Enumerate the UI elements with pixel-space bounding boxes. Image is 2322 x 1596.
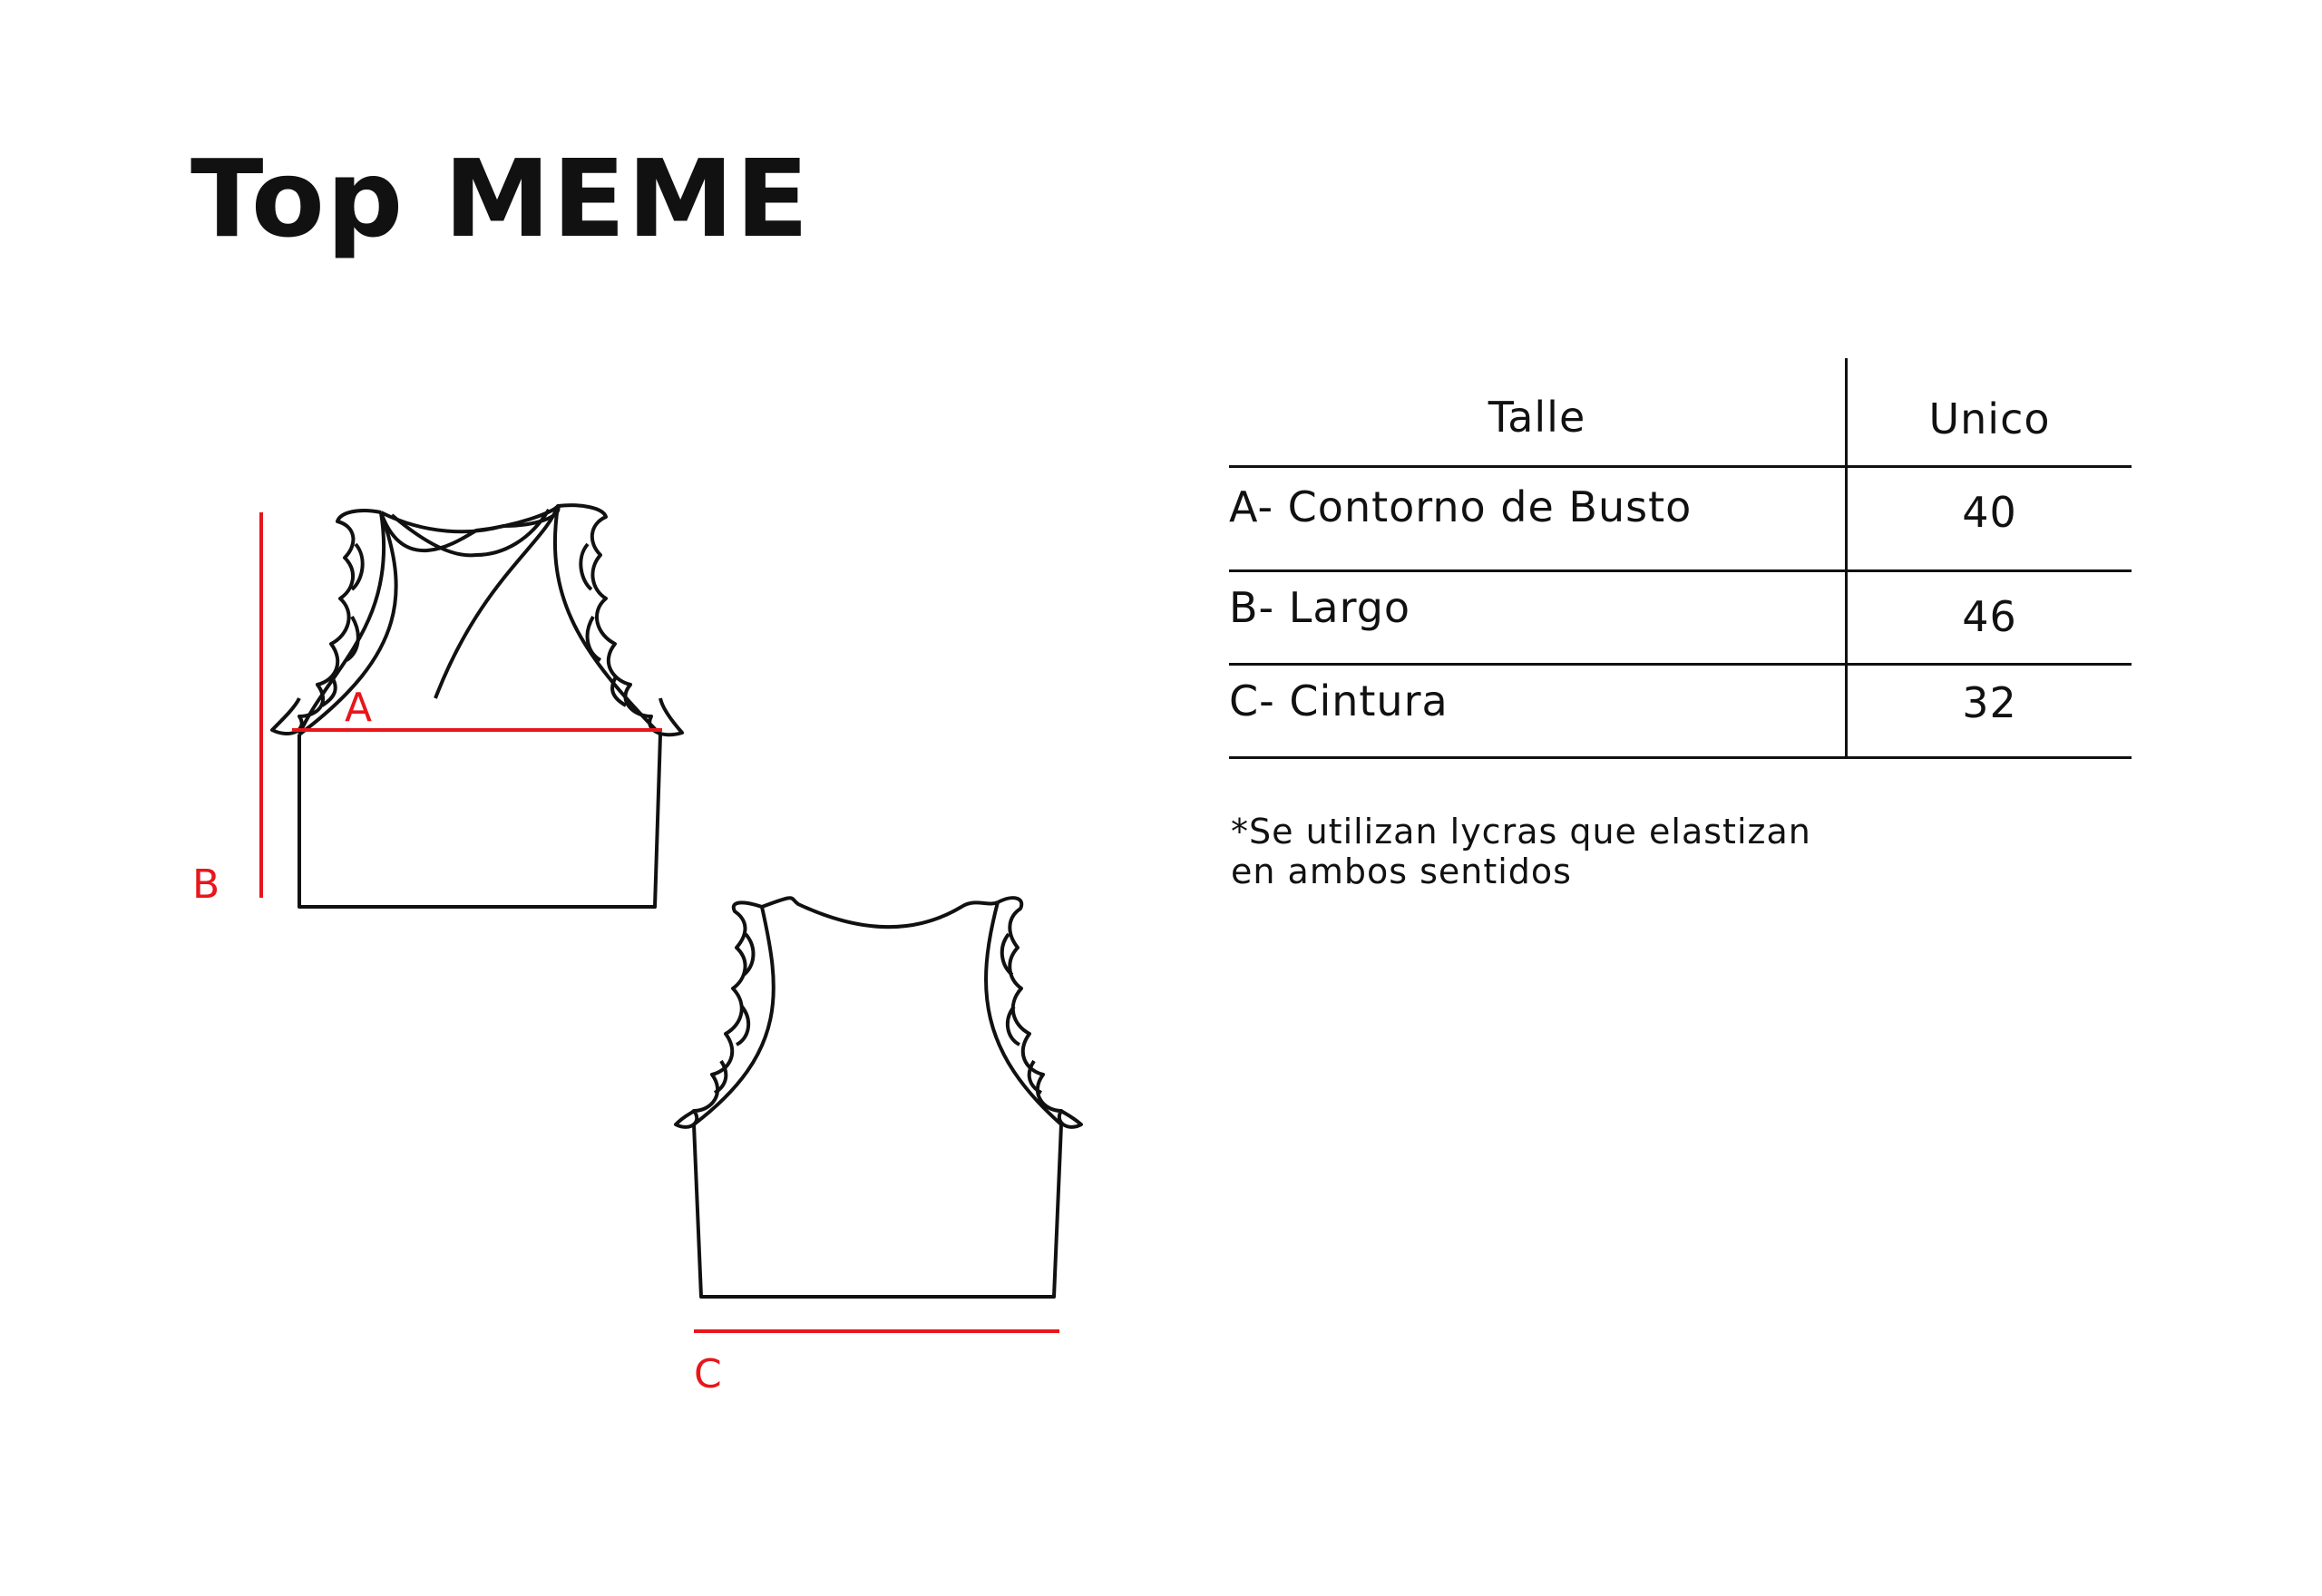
page-title: Top MEME	[190, 136, 811, 261]
fabric-note	[1231, 812, 1920, 891]
row-value: 32	[1962, 678, 2017, 727]
table-row	[1229, 572, 2132, 666]
measure-c	[694, 1331, 1059, 1397]
measure-b-label: B	[192, 861, 220, 908]
note-line-1: *Se utilizan lycras que elastizan	[1231, 812, 1811, 852]
table-row	[1229, 666, 2132, 759]
table-header-row	[1229, 358, 2132, 468]
measure-a	[292, 685, 662, 731]
table-row	[1229, 468, 2132, 572]
row-label: A- Contorno de Busto	[1229, 468, 1848, 569]
measure-a-label: A	[345, 685, 373, 731]
front-view	[272, 505, 682, 907]
row-label: B- Largo	[1229, 572, 1848, 663]
back-neckline	[762, 898, 998, 927]
back-view	[676, 898, 1081, 1297]
measure-c-label: C	[694, 1351, 722, 1397]
header-size-label: Talle	[1229, 358, 1848, 465]
measure-b	[192, 512, 261, 908]
row-value: 40	[1962, 488, 2017, 537]
header-size-value: Unico	[1928, 394, 2051, 443]
row-value: 46	[1962, 592, 2017, 641]
row-label: C- Cintura	[1229, 666, 1848, 756]
note-line-2: en ambos sentidos	[1231, 852, 1572, 891]
size-table	[1229, 358, 2132, 759]
